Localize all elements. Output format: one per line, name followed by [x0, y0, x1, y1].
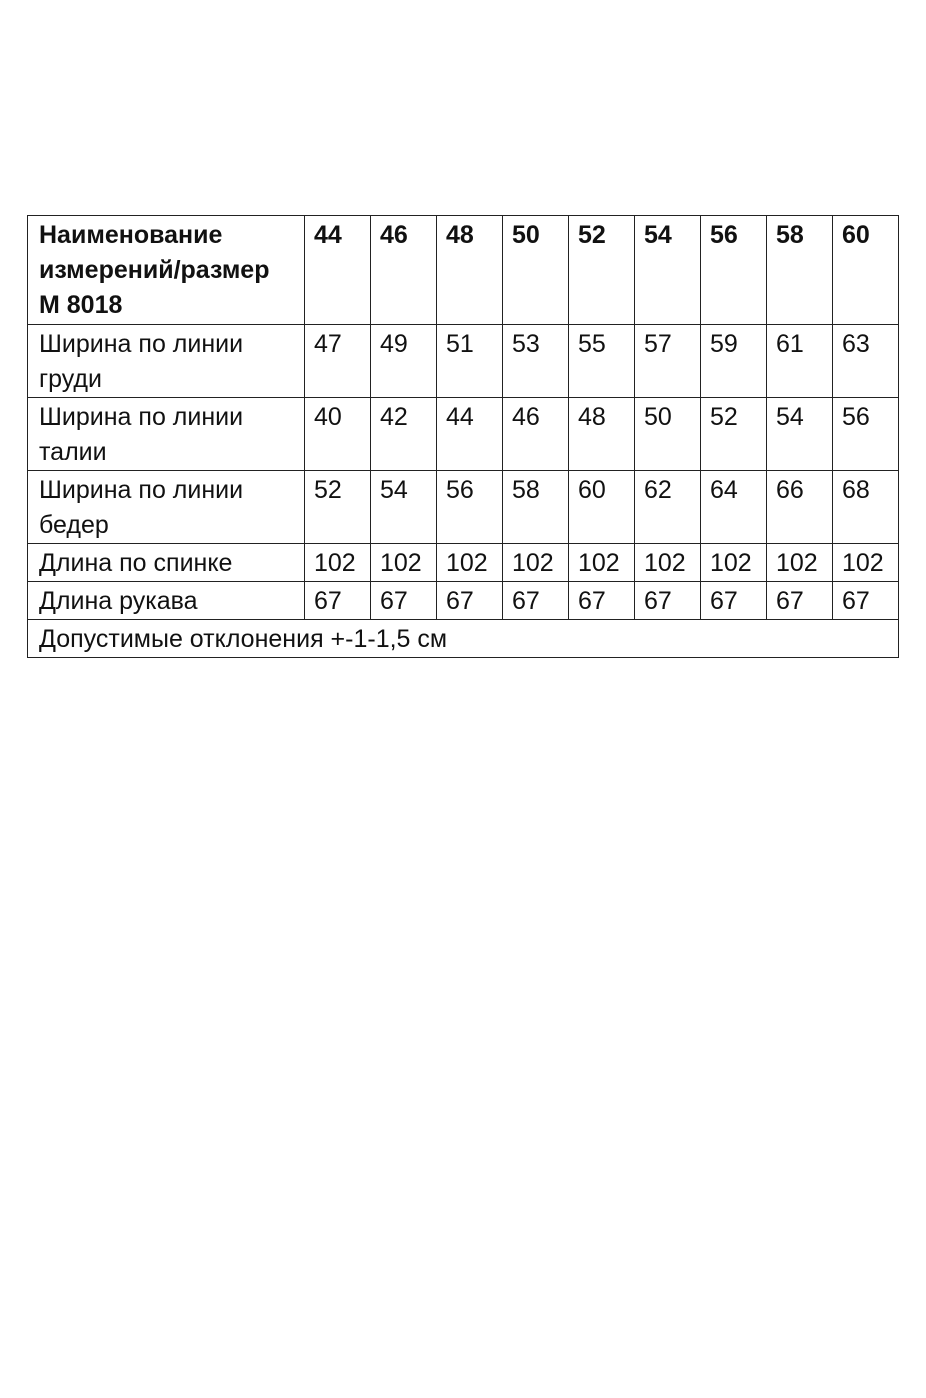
- value-cell: 102: [635, 544, 701, 582]
- value-cell: 56: [833, 398, 899, 471]
- value-cell: 102: [767, 544, 833, 582]
- value-cell: 68: [833, 471, 899, 544]
- size-header-cell: 58: [767, 216, 833, 325]
- value-cell: 40: [305, 398, 371, 471]
- value-cell: 102: [569, 544, 635, 582]
- value-cell: 64: [701, 471, 767, 544]
- measurement-label: Ширина по линии груди: [28, 325, 305, 398]
- value-cell: 67: [767, 582, 833, 620]
- table-row: [28, 398, 899, 471]
- size-header-cell: 48: [437, 216, 503, 325]
- value-cell: 67: [437, 582, 503, 620]
- size-chart-table: [27, 215, 899, 658]
- table-row: [28, 582, 899, 620]
- size-header-cell: 44: [305, 216, 371, 325]
- measurement-label: Ширина по линии талии: [28, 398, 305, 471]
- value-cell: 67: [569, 582, 635, 620]
- tolerance-note: Допустимые отклонения +-1-1,5 см: [28, 620, 899, 658]
- size-header-cell: 60: [833, 216, 899, 325]
- value-cell: 63: [833, 325, 899, 398]
- value-cell: 54: [767, 398, 833, 471]
- tolerance-note-row: [28, 620, 899, 658]
- value-cell: 51: [437, 325, 503, 398]
- value-cell: 61: [767, 325, 833, 398]
- size-header-cell: 52: [569, 216, 635, 325]
- value-cell: 67: [635, 582, 701, 620]
- table-row: [28, 325, 899, 398]
- value-cell: 102: [833, 544, 899, 582]
- value-cell: 53: [503, 325, 569, 398]
- header-label-line: М 8018: [39, 291, 123, 319]
- value-cell: 42: [371, 398, 437, 471]
- value-cell: 62: [635, 471, 701, 544]
- value-cell: 60: [569, 471, 635, 544]
- value-cell: 66: [767, 471, 833, 544]
- size-header-cell: 56: [701, 216, 767, 325]
- table-header-row: [28, 216, 899, 325]
- value-cell: 67: [305, 582, 371, 620]
- value-cell: 102: [305, 544, 371, 582]
- value-cell: 67: [503, 582, 569, 620]
- value-cell: 57: [635, 325, 701, 398]
- size-header-cell: 50: [503, 216, 569, 325]
- value-cell: 52: [305, 471, 371, 544]
- header-label-cell: [28, 216, 305, 325]
- header-label-line: Наименование: [39, 221, 223, 249]
- value-cell: 59: [701, 325, 767, 398]
- value-cell: 55: [569, 325, 635, 398]
- header-label-line: измерений/размер: [39, 256, 270, 284]
- size-header-cell: 46: [371, 216, 437, 325]
- value-cell: 67: [371, 582, 437, 620]
- measurement-label: Длина по спинке: [28, 544, 305, 582]
- value-cell: 102: [701, 544, 767, 582]
- value-cell: 49: [371, 325, 437, 398]
- value-cell: 102: [503, 544, 569, 582]
- value-cell: 67: [701, 582, 767, 620]
- value-cell: 58: [503, 471, 569, 544]
- value-cell: 44: [437, 398, 503, 471]
- value-cell: 52: [701, 398, 767, 471]
- value-cell: 102: [437, 544, 503, 582]
- value-cell: 50: [635, 398, 701, 471]
- value-cell: 48: [569, 398, 635, 471]
- table-row: [28, 544, 899, 582]
- value-cell: 54: [371, 471, 437, 544]
- value-cell: 56: [437, 471, 503, 544]
- value-cell: 102: [371, 544, 437, 582]
- measurement-label: Ширина по линии бедер: [28, 471, 305, 544]
- value-cell: 47: [305, 325, 371, 398]
- table-row: [28, 471, 899, 544]
- value-cell: 67: [833, 582, 899, 620]
- measurement-label: Длина рукава: [28, 582, 305, 620]
- size-header-cell: 54: [635, 216, 701, 325]
- value-cell: 46: [503, 398, 569, 471]
